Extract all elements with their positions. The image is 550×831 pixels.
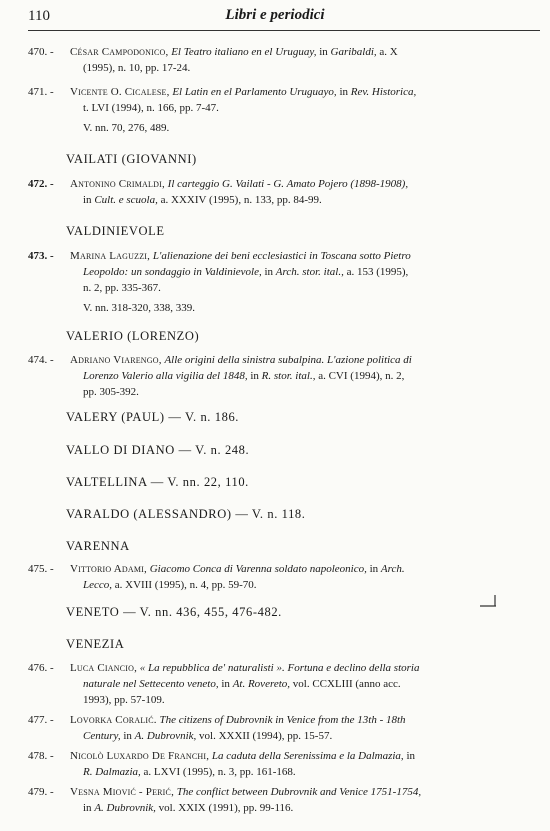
citation-details: a. 153 (1995), [346, 266, 409, 278]
work-title: The citizens of Dubrovnik in Venice from the 13th - 18th [159, 714, 406, 726]
heading-varenna: VARENNA [66, 539, 130, 553]
entry-472 [28, 176, 532, 208]
work-title-cont: Leopoldo: un sondaggio in Valdinievole, [83, 266, 262, 278]
entry-number: 474. - [28, 354, 54, 366]
journal: R. stor. ital., [261, 370, 316, 382]
margin-mark [478, 592, 500, 610]
text: in [123, 730, 132, 742]
journal: Garibaldi, [330, 46, 377, 58]
work-title: Il carteggio G. Vailati - G. Amato Pojero (1898-1908), [167, 178, 409, 190]
entry-number: 478. - [28, 750, 54, 762]
heading-valtellina: VALTELLINA — V. nn. 22, 110. [66, 475, 249, 489]
journal: Arch. stor. ital., [275, 266, 344, 278]
work-title: The conflict between Dubrovnik and Venice 1751-1754, [176, 786, 422, 798]
entry-number: 470. - [28, 46, 54, 58]
entry-479 [28, 784, 532, 816]
author: Vesna Miović - Perić, [70, 786, 175, 798]
author: Nicolò Luxardo De Franchi, [70, 750, 210, 762]
header-rule [28, 30, 540, 31]
citation-details: a. LXVI (1995), n. 3, pp. 161-168. [143, 766, 296, 778]
text: a. X [379, 46, 398, 58]
work-title: L'alienazione dei beni ecclesiastici in Toscana sotto Pietro [152, 250, 411, 262]
heading-vallo-di-diano: VALLO DI DIANO — V. n. 248. [66, 443, 250, 457]
author: Vicente O. Cicalese, [70, 86, 170, 98]
work-title: El Teatro italiano en el Uruguay, [171, 46, 317, 58]
author: Adriano Viarengo, [70, 354, 162, 366]
entry-474 [28, 352, 532, 400]
entry-number: 473. - [28, 250, 54, 262]
text: in [83, 194, 92, 206]
citation-details: a. CVI (1994), n. 2, [318, 370, 405, 382]
cross-reference: V. nn. 70, 276, 489. [83, 122, 170, 134]
entry-number: 479. - [28, 786, 54, 798]
citation-details: pp. 305-392. [83, 386, 139, 398]
citation-details: (1995), n. 10, pp. 17-24. [83, 62, 191, 74]
entry-477 [28, 712, 532, 744]
work-title: Alle origini della sinistra subalpina. L'azione politica di [164, 354, 412, 366]
author: Vittorio Adami, [70, 563, 147, 575]
entry-number: 472. - [28, 178, 54, 190]
heading-varaldo: VARALDO (ALESSANDRO) — V. n. 118. [66, 507, 306, 521]
author: Luca Ciancio, [70, 662, 138, 674]
work-title-cont: Lorenzo Valerio alla vigilia del 1848, [83, 370, 248, 382]
journal-cont: Lecco, [83, 579, 113, 591]
text: in [406, 750, 415, 762]
work-title: « La repubblica de' naturalisti ». Fortuna e declino della storia [139, 662, 420, 674]
author: Lovorka Coralić. [70, 714, 157, 726]
running-title: Libri e periodici [225, 7, 325, 23]
text: in [250, 370, 259, 382]
heading-valdinievole: VALDINIEVOLE [66, 224, 165, 238]
citation-details: t. LVI (1994), n. 166, pp. 7-47. [83, 102, 219, 114]
entry-number: 477. - [28, 714, 54, 726]
heading-veneto: VENETO — V. nn. 436, 455, 476-482. [66, 605, 282, 619]
entry-473 [28, 248, 532, 316]
author: Antonino Crimaldi, [70, 178, 165, 190]
journal: At. Rovereto, [232, 678, 291, 690]
journal: R. Dalmazia, [83, 766, 141, 778]
heading-venezia: VENEZIA [66, 637, 125, 651]
journal: A. Dubrovnik, [134, 730, 197, 742]
text: in [221, 678, 230, 690]
entry-number: 475. - [28, 563, 54, 575]
work-title: La caduta della Serenissima e la Dalmazia, [211, 750, 404, 762]
citation-details: n. 2, pp. 335-367. [83, 282, 161, 294]
text: in [369, 563, 379, 575]
heading-valerio: VALERIO (LORENZO) [66, 329, 200, 343]
work-title-cont: naturale nel Settecento veneto, [83, 678, 219, 690]
text: in [319, 46, 328, 58]
author: Marina Laguzzi, [70, 250, 151, 262]
text: in [264, 266, 274, 278]
entry-476 [28, 660, 532, 708]
citation-details: a. XXXIV (1995), n. 133, pp. 84-99. [160, 194, 322, 206]
text: in [339, 86, 348, 98]
heading-vailati: VAILATI (GIOVANNI) [66, 152, 197, 166]
work-title: El Latin en el Parlamento Uruguayo, [172, 86, 337, 98]
journal: Rev. Historica, [350, 86, 417, 98]
cross-reference: V. nn. 318-320, 338, 339. [83, 302, 195, 314]
citation-details: 1993), pp. 57-109. [83, 694, 165, 706]
journal: Cult. e scuola, [94, 194, 158, 206]
citation-details: vol. CCXLIII (anno acc. [292, 678, 401, 690]
author: César Campodonico, [70, 46, 169, 58]
work-title: Giacomo Conca di Varenna soldato napoleonico, [149, 563, 367, 575]
entry-470 [28, 44, 532, 76]
text: in [83, 802, 92, 814]
entry-475 [28, 561, 532, 593]
citation-details: vol. XXIX (1991), pp. 99-116. [158, 802, 294, 814]
page-number: 110 [28, 8, 50, 24]
entry-number: 476. - [28, 662, 54, 674]
entry-number: 471. - [28, 86, 54, 98]
heading-valery: VALERY (PAUL) — V. n. 186. [66, 410, 240, 424]
journal: Arch. [380, 563, 405, 575]
work-title-cont: Century, [83, 730, 121, 742]
citation-details: vol. XXXII (1994), pp. 15-57. [199, 730, 333, 742]
entry-471 [28, 84, 532, 136]
journal: A. Dubrovnik, [94, 802, 156, 814]
citation-details: a. XVIII (1995), n. 4, pp. 59-70. [114, 579, 257, 591]
entry-478 [28, 748, 532, 780]
